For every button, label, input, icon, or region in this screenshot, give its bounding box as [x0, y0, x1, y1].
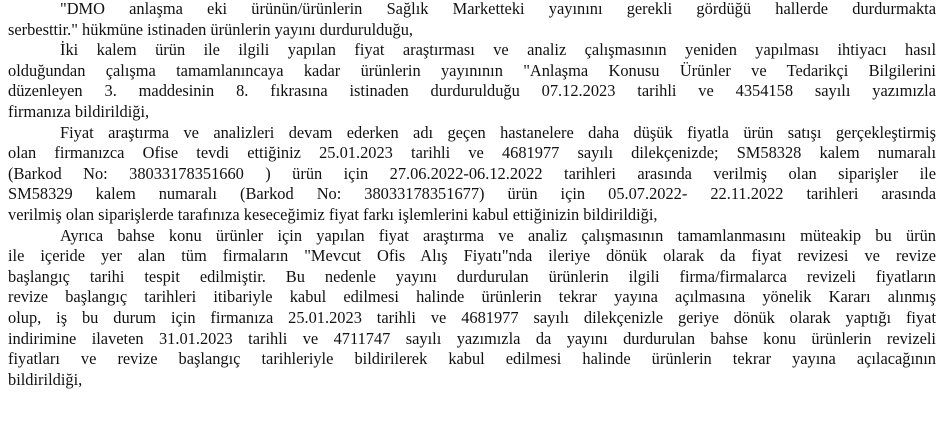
paragraph-price-difference — [8, 123, 936, 226]
text-line: olup, iş bu durum için firmanıza 25.01.2023 tarihli ve 4681977 sayılı dilekçenizle geriye dönük olarak yaptığı fiyat — [8, 307, 936, 327]
text-line: serbesttir." hükmüne istinaden ürünlerin yayını durdurulduğu, — [8, 19, 414, 39]
text-line: (Barkod No: 38033178351660 ) ürün için 27.06.2022-06.12.2022 tarihleri arasında verilmiş olan siparişler ile — [8, 163, 936, 183]
text-line: ile içeride yer alan tüm firmaların "Mevcut Ofis Alış Fiyatı"nda ileriye dönük olarak da fiyat revizesi ve revize — [8, 246, 936, 266]
text-line: düzenleyen 3. maddesinin 8. fıkrasına istinaden durdurulduğu 07.12.2023 tarihli ve 4354158 sayılı yazımızla — [8, 81, 936, 101]
text-line: verilmiş olan siparişlerde tarafınıza keseceğimiz fiyat farkı işlemlerini kabul ettiğinizin bildirildiği, — [8, 204, 658, 224]
text-line: SM58329 kalem numaralı (Barkod No: 38033178351677) ürün için 05.07.2022- 22.11.2022 tarihleri arasında — [8, 184, 936, 204]
paragraph-price-revision — [8, 226, 936, 391]
paragraph-price-research — [8, 40, 936, 122]
text-line: indirimine ilaveten 31.01.2023 tarihli ve 4711747 sayılı yazımızla da yayını durdurulan bahse konu ürünlerin revizeli — [8, 328, 936, 348]
text-line: Ayrıca bahse konu ürünler için yapılan fiyat araştırma ve analiz çalışmasının tamamlanmasını müteakip bu ürün — [60, 225, 936, 245]
text-line: fiyatları ve revize başlangıç tarihleriyle bildirilerek kabul edilmesi halinde ürünlerin tekrar yayına açılacağının — [8, 349, 936, 369]
paragraph-dmo-clause — [8, 0, 936, 40]
text-line: revize başlangıç tarihleri itibariyle kabul edilmesi halinde ürünlerin tekrar yayına açılmasına yönelik Kararı alınmış — [8, 287, 936, 307]
text-line: bildirildiği, — [8, 369, 83, 389]
text-line: "DMO anlaşma eki ürünün/ürünlerin Sağlık Marketteki yayınını gerekli gördüğü hallerde durdurmakta — [60, 0, 936, 18]
text-line: olan firmanızca Ofise tevdi ettiğiniz 25.01.2023 tarihli ve 4681977 sayılı dilekçenizde; SM58328 kalem numaralı — [8, 143, 936, 163]
text-line: Fiyat araştırma ve analizleri devam ederken adı geçen hastanelere daha düşük fiyatla ürün satışı gerçekleştirmiş — [60, 122, 936, 142]
text-line: olduğundan çalışma tamamlanıncaya kadar ürünlerin yayınının "Anlaşma Konusu Ürünler ve Tedarikçi Bilgilerini — [8, 60, 936, 80]
text-line: İki kalem ürün ile ilgili yapılan fiyat araştırması ve analiz çalışmasının yeniden yapılması ihtiyacı hasıl — [60, 40, 936, 60]
text-line: başlangıç tarihi tespit edilmiştir. Bu nedenle yayını durdurulan ürünlerin ilgili firma/firmalarca revizeli fiyatların — [8, 266, 936, 286]
text-line: firmanıza bildirildiği, — [8, 101, 150, 121]
